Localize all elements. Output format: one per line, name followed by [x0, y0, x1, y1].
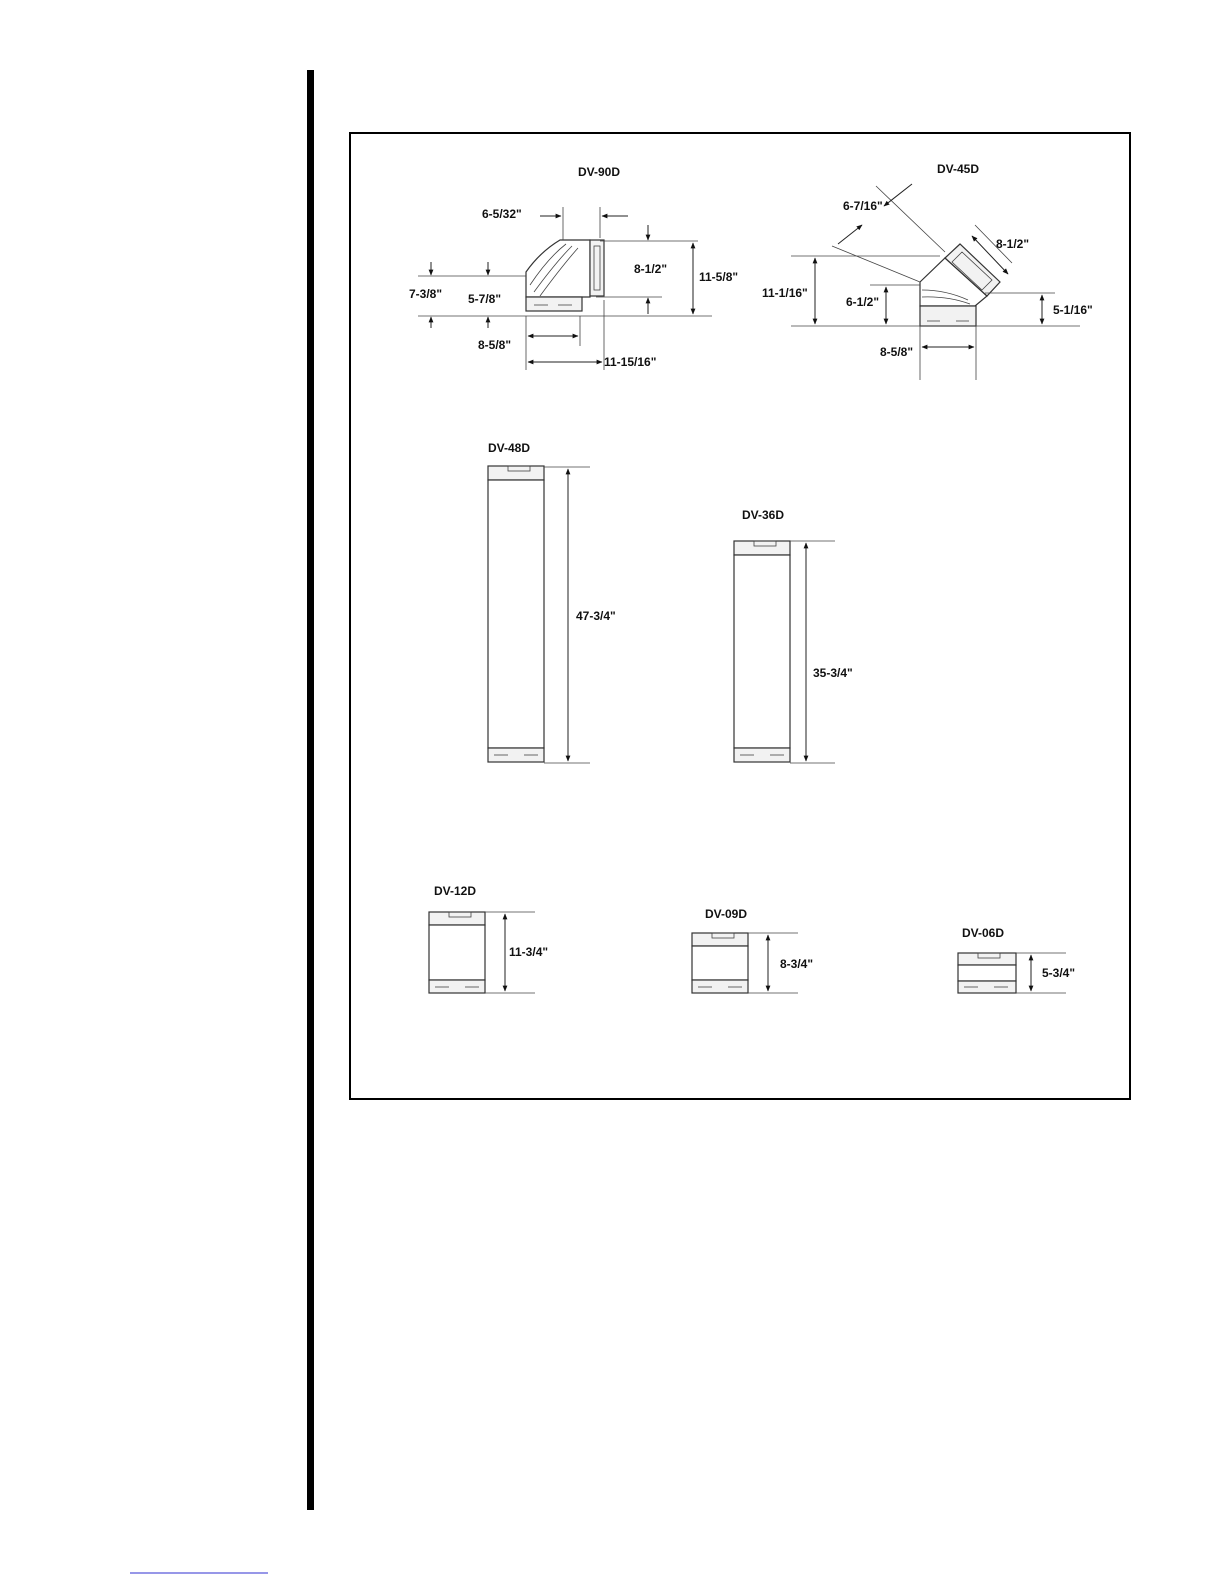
dv45d-dim-f: 8-5/8" [880, 345, 914, 359]
dv06d-title: DV-06D [962, 926, 1005, 940]
dv12d-pipe-drawing [429, 884, 548, 993]
dv45d-dim-c: 11-1/16" [762, 286, 808, 300]
dv90d-bottom-collar [526, 297, 582, 311]
dv90d-dim-f: 8-5/8" [478, 338, 512, 352]
dv90d-dim-d: 7-3/8" [409, 287, 443, 301]
dv09d-pipe-body [692, 946, 748, 980]
dv06d-pipe-body [958, 965, 1016, 981]
dv36d-pipe-body [734, 555, 790, 748]
dv45d-dim-e: 5-1/16" [1053, 303, 1093, 317]
dv06d-dim: 5-3/4" [1042, 966, 1076, 980]
dv45d-dim-d: 6-1/2" [846, 295, 880, 309]
dv48d-pipe-body [488, 480, 544, 748]
dv09d-title: DV-09D [705, 907, 748, 921]
dv36d-dim: 35-3/4" [813, 666, 853, 680]
dv06d-pipe-drawing [958, 926, 1075, 993]
dv09d-pipe-drawing [692, 907, 813, 993]
dv90d-title: DV-90D [578, 165, 621, 179]
dv36d-pipe-drawing [734, 508, 853, 763]
dv90d-dim-e: 5-7/8" [468, 292, 502, 306]
margin-bar [307, 70, 314, 1510]
dv90d-elbow-drawing [409, 165, 738, 370]
dv12d-dim: 11-3/4" [509, 945, 549, 959]
dv48d-pipe-drawing [488, 441, 616, 763]
dv45d-elbow-drawing [762, 162, 1093, 380]
dv90d-dim-g: 11-15/16" [604, 355, 657, 369]
dv90d-elbow-body [526, 240, 590, 297]
dv12d-pipe-body [429, 925, 485, 980]
dv45d-bottom-collar [920, 306, 976, 326]
dv45d-dim-b: 8-1/2" [996, 237, 1030, 251]
dv90d-dim-c: 11-5/8" [699, 270, 739, 284]
dv12d-title: DV-12D [434, 884, 477, 898]
dv90d-side-collar [590, 240, 604, 296]
dv48d-dim: 47-3/4" [576, 609, 616, 623]
dv36d-title: DV-36D [742, 508, 785, 522]
dv09d-dim: 8-3/4" [780, 957, 814, 971]
dv48d-title: DV-48D [488, 441, 531, 455]
dv90d-dim-b: 8-1/2" [634, 262, 668, 276]
dv90d-dim-a: 6-5/32" [482, 207, 522, 221]
dv45d-title: DV-45D [937, 162, 980, 176]
dv45d-dim-a: 6-7/16" [843, 199, 883, 213]
